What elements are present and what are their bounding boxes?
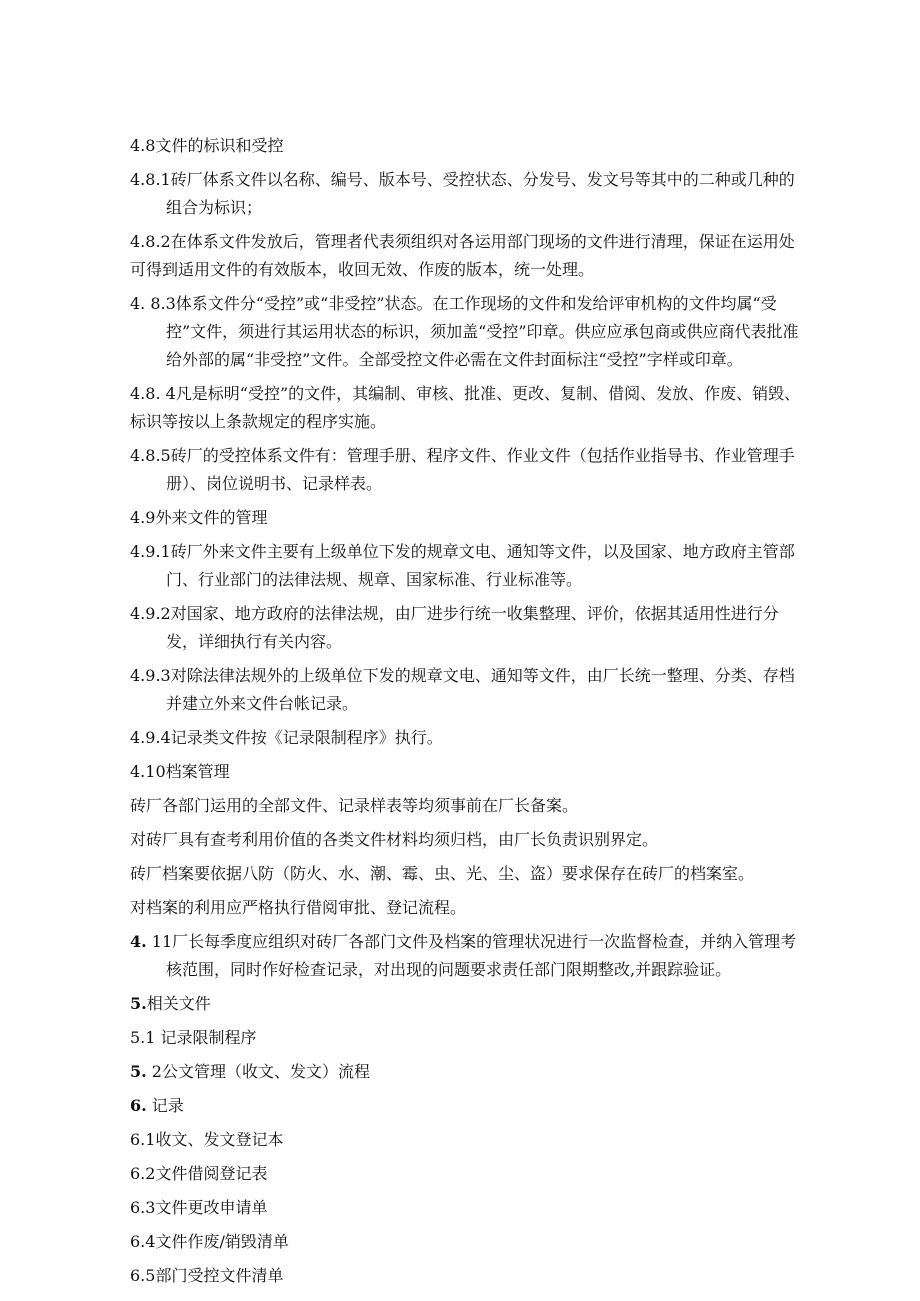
clause-paragraph: 4.8.2在体系文件发放后，管理者代表须组织对各运用部门现场的文件进行清理，保证在运用处可得到适用文件的有效版本，收回无效、作废的版本，统一处理。	[130, 232, 795, 279]
clause-paragraph: 4.9.2对国家、地方政府的法律法规，由厂进步行统一收集整理、评价，依据其适用性进行分发，详细执行有关内容。	[130, 604, 779, 651]
clause-paragraph: 4.8.1砖厂体系文件以名称、编号、版本号、受控状态、分发号、发文号等其中的二种或几种的组合为标识；	[130, 170, 795, 217]
body-paragraph: 砖厂档案要依据八防（防火、水、潮、霉、虫、光、尘、盗）要求保存在砖厂的档案室。	[130, 864, 755, 883]
document-body	[130, 132, 810, 1296]
list-item: 6.3文件更改申请单	[130, 1198, 268, 1217]
body-paragraph: 砖厂各部门运用的全部文件、记录样表等均须事前在厂长备案。	[130, 796, 579, 815]
section-heading: 6. 记录	[130, 1096, 184, 1115]
clause-paragraph: 4.9.3对除法律法规外的上级单位下发的规章文电、通知等文件，由厂长统一整理、分类、存档并建立外来文件台帐记录。	[130, 666, 795, 713]
clause-paragraph: 4.9.4记录类文件按《记录限制程序》执行。	[130, 728, 443, 747]
list-item: 5. 2公文管理（收文、发文）流程	[130, 1062, 370, 1081]
list-item: 6.2文件借阅登记表	[130, 1164, 268, 1183]
section-heading: 5.相关文件	[130, 994, 211, 1013]
clause-paragraph: 4.8. 4凡是标明“受控”的文件，其编制、审核、批准、更改、复制、借阅、发放、作废、销毁、标识等按以上条款规定的程序实施。	[130, 384, 801, 431]
section-heading: 4.9外来文件的管理	[130, 508, 268, 527]
body-paragraph: 对砖厂具有查考利用价值的各类文件材料均须归档，由厂长负责识别界定。	[130, 830, 659, 849]
clause-paragraph: 4. 11厂长每季度应组织对砖厂各部门文件及档案的管理状况进行一次监督检查，并纳入管理考核范围，同时作好检查记录，对出现的问题要求责任部门限期整改,并跟踪验证。	[130, 932, 797, 979]
list-item: 6.4文件作废/销毁清单	[130, 1232, 289, 1251]
section-heading: 4.10档案管理	[130, 762, 230, 781]
clause-paragraph: 4.8.5砖厂的受控体系文件有：管理手册、程序文件、作业文件（包括作业指导书、作业管理手册）、岗位说明书、记录样表。	[130, 446, 795, 493]
body-paragraph: 对档案的利用应严格执行借阅审批、登记流程。	[130, 898, 467, 917]
clause-paragraph: 4. 8.3体系文件分“受控”或“非受控”状态。在工作现场的文件和发给评审机构的文件均属“受控”文件，须进行其运用状态的标识，须加盖“受控”印章。供应应承包商或供应商代表批准给外部的属“非受控”文件。全部受控文件必需在文件封面标注“受控”字样或印章。	[130, 294, 799, 369]
clause-paragraph: 4.9.1砖厂外来文件主要有上级单位下发的规章文电、通知等文件，以及国家、地方政府主管部门、行业部门的法律法规、规章、国家标准、行业标准等。	[130, 542, 795, 589]
list-item: 5.1 记录限制程序	[130, 1028, 257, 1047]
list-item: 6.5部门受控文件清单	[130, 1266, 284, 1285]
list-item: 6.1收文、发文登记本	[130, 1130, 284, 1149]
section-heading: 4.8文件的标识和受控	[130, 136, 284, 155]
